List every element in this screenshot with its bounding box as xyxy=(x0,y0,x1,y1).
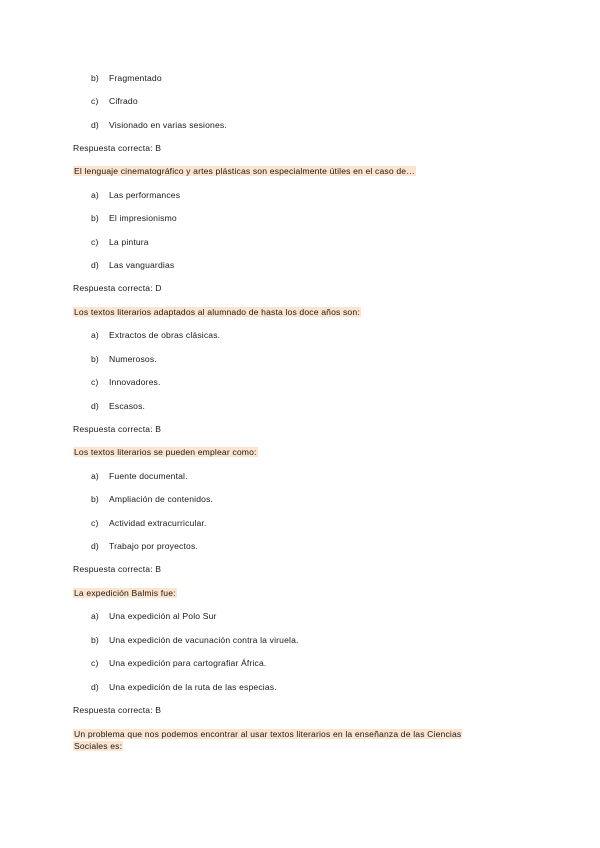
question-title: El lenguaje cinematográfico y artes plásticas son especialmente útiles en el caso de… xyxy=(74,166,415,176)
question-title: Los textos literarios se pueden emplear como: xyxy=(74,447,257,457)
option-b: b) Una expedición de vacunación contra la viruela. xyxy=(91,635,299,645)
correct-answer: Respuesta correcta: B xyxy=(73,424,162,434)
option-a: a) Extractos de obras clásicas. xyxy=(91,330,221,340)
option-d: d) Las vanguardias xyxy=(91,260,175,270)
option-b: b) Numerosos. xyxy=(91,354,157,364)
option-a: a) Las performances xyxy=(91,190,181,200)
option-a: a) Una expedición al Polo Sur xyxy=(91,611,217,621)
option-b: b) El impresionismo xyxy=(91,213,177,223)
option-c: c) Cifrado xyxy=(91,96,138,106)
question-title: Los textos literarios adaptados al alumnado de hasta los doce años son: xyxy=(74,307,360,317)
option-d: d) Trabajo por proyectos. xyxy=(91,541,198,551)
option-b: b) Ampliación de contenidos. xyxy=(91,494,214,504)
option-c: c) Innovadores. xyxy=(91,377,161,387)
correct-answer: Respuesta correcta: B xyxy=(73,564,162,574)
question-title: Un problema que nos podemos encontrar al usar textos literarios en la enseñanza de las Ciencias xyxy=(74,729,462,739)
option-b: b) Fragmentado xyxy=(91,73,162,83)
correct-answer: Respuesta correcta: D xyxy=(73,283,162,293)
option-c: c) La pintura xyxy=(91,237,149,247)
option-d: d) Escasos. xyxy=(91,401,146,411)
option-a: a) Fuente documental. xyxy=(91,471,188,481)
correct-answer: Respuesta correcta: B xyxy=(73,705,162,715)
correct-answer: Respuesta correcta: B xyxy=(73,143,162,153)
question-title: La expedición Balmis fue: xyxy=(74,588,176,598)
option-d: d) Una expedición de la ruta de las especias. xyxy=(91,682,277,692)
question-title-continuation: Sociales es: xyxy=(74,741,123,751)
option-c: c) Una expedición para cartografiar África. xyxy=(91,658,267,668)
option-d: d) Visionado en varias sesiones. xyxy=(91,120,227,130)
option-c: c) Actividad extracurricular. xyxy=(91,518,207,528)
